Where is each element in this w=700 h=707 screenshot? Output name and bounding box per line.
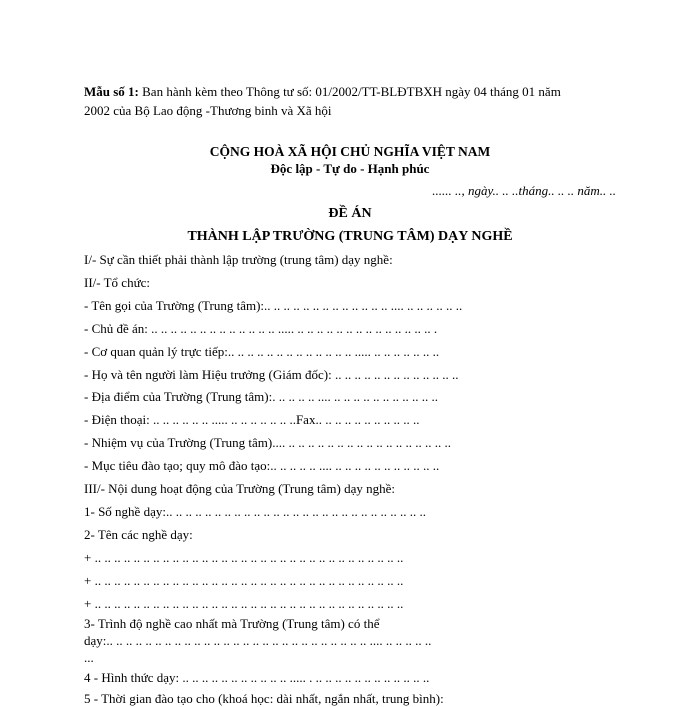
item-number-of-trades: 1- Số nghề dạy:.. .. .. .. .. .. .. .. .. .. .. .. .. .. .. .. .. .. .. .. .. .. .. .. .. .. ..	[84, 504, 426, 519]
item-training-duration: 5 - Thời gian đào tạo cho (khoá học: dài nhất, ngắn nhất, trung bình):	[84, 691, 444, 706]
section-3-heading: III/- Nội dung hoạt động của Trường (Trung tâm) dạy nghề:	[84, 481, 395, 496]
item-teaching-form: 4 - Hình thức dạy: .. .. .. .. .. .. .. .. .. .. .. ..... . .. .. .. .. .. .. .. .. .. .. .. ..	[84, 670, 430, 685]
national-name: CỘNG HOÀ XÃ HỘI CHỦ NGHĨA VIỆT NAM	[209, 144, 491, 159]
field-training-goals: - Mục tiêu đào tạo; quy mô đào tạo:.. .. .. .. .. .... .. .. .. .. .. .. .. .. .. .. ..	[84, 458, 440, 473]
field-location: - Địa điểm của Trường (Trung tâm):. .. .. .. .. .... .. .. .. .. .. .. .. .. .. .. ..	[84, 389, 438, 404]
form-ref-text-1: Ban hành kèm theo Thông tư số: 01/2002/TT-BLĐTBXH ngày 04 tháng 01 năm	[138, 84, 561, 99]
item-highest-level-continued-2: ...	[84, 650, 94, 665]
form-label: Mẫu số 1:	[84, 84, 139, 99]
national-motto: Độc lập - Tự do - Hạnh phúc	[270, 161, 430, 176]
field-project-owner: - Chủ đề án: .. .. .. .. .. .. .. .. .. .. .. .. .. ..... .. .. .. .. .. .. .. .. .. .. .. .. .. .. .	[84, 321, 438, 336]
trade-entry-1: + .. .. .. .. .. .. .. .. .. .. .. .. .. .. .. .. .. .. .. .. .. .. .. .. .. .. .. .. .. .. .. ..	[84, 550, 404, 565]
field-school-name: - Tên gọi của Trường (Trung tâm):.. .. .. .. .. .. .. .. .. .. .. .. .. .... .. .. .. .. .. ..	[84, 298, 463, 313]
document-subtitle: THÀNH LẬP TRƯỜNG (TRUNG TÂM) DẠY NGHỀ	[187, 229, 513, 244]
trade-entry-2: + .. .. .. .. .. .. .. .. .. .. .. .. .. .. .. .. .. .. .. .. .. .. .. .. .. .. .. .. .. .. .. ..	[84, 573, 404, 588]
form-ref-text-2: 2002 của Bộ Lao động -Thương binh và Xã hội	[84, 103, 332, 118]
field-mission: - Nhiệm vụ của Trường (Trung tâm).... .. .. .. .. .. .. .. .. .. .. .. .. .. .. .. .. ..	[84, 435, 451, 450]
document-title: ĐỀ ÁN	[328, 206, 372, 221]
section-1-heading: I/- Sự cần thiết phải thành lập trường (trung tâm) dạy nghề:	[84, 252, 393, 267]
item-trade-names: 2- Tên các nghề dạy:	[84, 527, 193, 542]
field-principal-name: - Họ và tên người làm Hiệu trưởng (Giám đốc): .. .. .. .. .. .. .. .. .. .. .. .. ..	[84, 367, 459, 382]
dateline: ...... .., ngày.. .. ..tháng.. .. .. năm.. ..	[432, 183, 616, 198]
field-managing-agency: - Cơ quan quản lý trực tiếp:.. .. .. .. .. .. .. .. .. .. .. .. .. ..... .. .. .. .. .. .. ..	[84, 344, 440, 359]
item-highest-level-continued: dạy:.. .. .. .. .. .. .. .. .. .. .. .. .. .. .. .. .. .. .. .. .. .. .. .. .. .. .. .... .. .. .. .. ..	[84, 633, 432, 648]
form-reference	[84, 82, 561, 120]
form-reference-line-1	[84, 82, 561, 101]
field-phone-fax: - Điện thoại: .. .. .. .. .. .. ..... .. .. .. .. .. .. ..Fax.. .. .. .. .. .. .. .. .. .. ..	[84, 412, 420, 427]
trade-entry-3: + .. .. .. .. .. .. .. .. .. .. .. .. .. .. .. .. .. .. .. .. .. .. .. .. .. .. .. .. .. .. .. ..	[84, 596, 404, 611]
section-2-heading: II/- Tổ chức:	[84, 275, 151, 290]
item-highest-level: 3- Trình độ nghề cao nhất mà Trường (Trung tâm) có thể	[84, 616, 380, 631]
